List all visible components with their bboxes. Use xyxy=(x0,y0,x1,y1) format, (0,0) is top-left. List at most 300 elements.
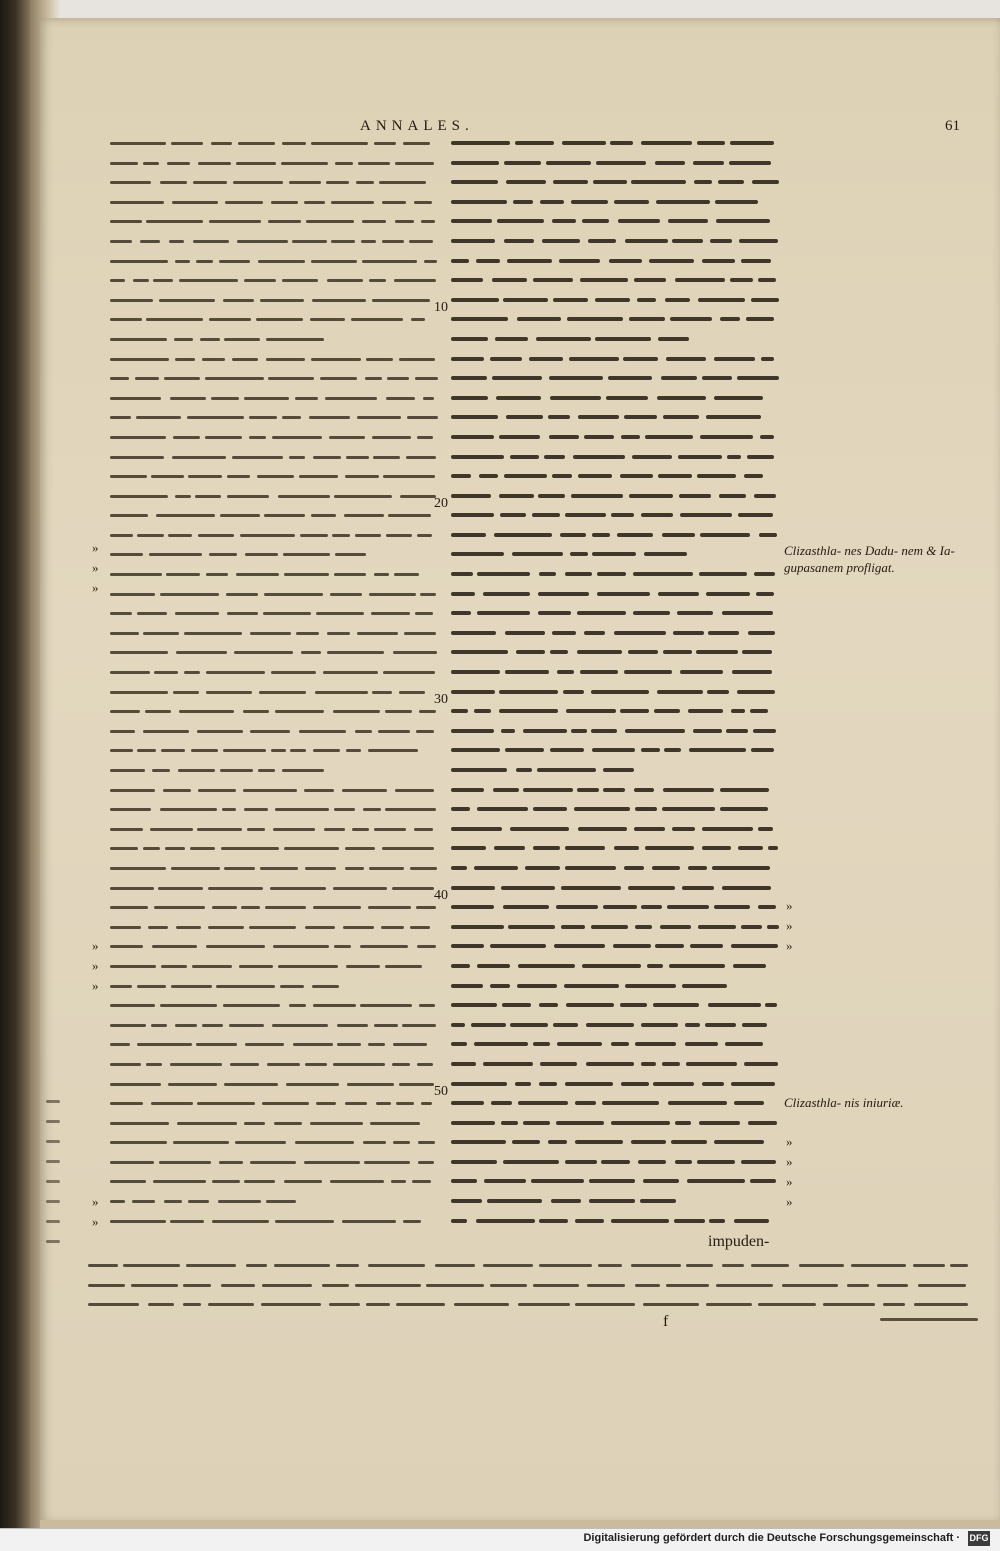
word-ink xyxy=(658,337,689,341)
word-ink xyxy=(272,1024,328,1027)
word-ink xyxy=(591,925,629,929)
word-ink xyxy=(295,1141,354,1144)
word-ink xyxy=(110,436,166,439)
word-ink xyxy=(631,1140,665,1144)
word-ink xyxy=(635,1042,676,1046)
word-ink xyxy=(110,1180,146,1183)
word-ink xyxy=(714,396,763,400)
word-ink xyxy=(356,181,374,184)
word-ink xyxy=(151,1102,193,1105)
word-ink xyxy=(451,827,502,831)
word-ink xyxy=(491,1101,512,1105)
word-ink xyxy=(517,984,557,988)
text-line xyxy=(451,1054,781,1074)
word-ink xyxy=(499,494,534,498)
word-ink xyxy=(565,1160,596,1164)
word-ink xyxy=(624,866,644,870)
word-ink xyxy=(369,867,404,870)
word-ink xyxy=(110,1200,125,1203)
word-ink xyxy=(176,926,201,929)
text-line xyxy=(451,936,781,956)
word-ink xyxy=(663,650,692,654)
word-ink xyxy=(588,239,617,243)
word-ink xyxy=(608,376,652,380)
word-ink xyxy=(140,240,159,243)
word-ink xyxy=(110,260,168,263)
word-ink xyxy=(175,260,191,263)
word-ink xyxy=(110,534,133,537)
text-line xyxy=(110,349,440,369)
word-ink xyxy=(378,730,410,733)
word-ink xyxy=(532,513,560,517)
word-ink xyxy=(451,1199,482,1203)
text-line xyxy=(451,1015,781,1035)
word-ink xyxy=(506,180,546,184)
word-ink xyxy=(609,259,642,263)
word-ink xyxy=(224,867,255,870)
word-ink xyxy=(110,867,166,870)
word-ink xyxy=(179,279,238,282)
text-line xyxy=(110,603,440,623)
word-ink xyxy=(166,573,201,576)
word-ink xyxy=(708,1003,761,1007)
word-ink xyxy=(552,631,577,635)
word-ink xyxy=(420,593,435,596)
word-ink xyxy=(635,807,657,811)
word-ink xyxy=(544,455,566,459)
word-ink xyxy=(575,1219,604,1223)
quote-mark: » xyxy=(786,938,793,953)
word-ink xyxy=(238,142,275,145)
word-ink xyxy=(262,1284,312,1287)
word-ink xyxy=(345,1102,368,1105)
word-ink xyxy=(399,1083,434,1086)
text-line xyxy=(110,858,440,878)
word-ink xyxy=(665,298,690,302)
word-ink xyxy=(720,317,740,321)
word-ink xyxy=(326,181,349,184)
word-ink xyxy=(275,1220,334,1223)
word-ink xyxy=(688,709,723,713)
word-ink xyxy=(246,1264,268,1267)
text-line xyxy=(110,878,440,898)
word-ink xyxy=(243,710,269,713)
word-ink xyxy=(337,1024,368,1027)
word-ink xyxy=(110,181,151,184)
text-line xyxy=(451,309,781,329)
word-ink xyxy=(407,416,438,419)
text-line xyxy=(451,1152,781,1172)
word-ink xyxy=(345,475,379,478)
word-ink xyxy=(143,730,189,733)
word-ink xyxy=(110,338,167,341)
word-ink xyxy=(110,358,169,361)
word-ink xyxy=(722,1264,745,1267)
text-line xyxy=(451,995,781,1015)
word-ink xyxy=(225,201,262,204)
word-ink xyxy=(714,357,755,361)
word-ink xyxy=(637,298,656,302)
text-line xyxy=(110,211,440,231)
word-ink xyxy=(418,1161,434,1164)
word-ink xyxy=(742,1023,766,1027)
word-ink xyxy=(305,867,336,870)
word-ink xyxy=(565,846,605,850)
word-ink xyxy=(110,593,155,596)
word-ink xyxy=(135,377,158,380)
word-ink xyxy=(415,377,438,380)
word-ink xyxy=(638,1160,666,1164)
word-ink xyxy=(493,788,518,792)
word-ink xyxy=(160,181,187,184)
word-ink xyxy=(451,866,467,870)
text-line xyxy=(110,956,440,976)
text-line xyxy=(451,349,781,369)
word-ink xyxy=(137,534,164,537)
word-ink xyxy=(211,397,239,400)
word-ink xyxy=(160,1004,217,1007)
word-ink xyxy=(391,1180,406,1183)
word-ink xyxy=(664,748,681,752)
word-ink xyxy=(538,592,589,596)
text-line xyxy=(110,486,440,506)
word-ink xyxy=(687,1179,746,1183)
word-ink xyxy=(649,259,694,263)
word-ink xyxy=(592,533,609,537)
text-line xyxy=(110,799,440,819)
word-ink xyxy=(730,141,774,145)
word-ink xyxy=(374,142,396,145)
word-ink xyxy=(734,1101,764,1105)
word-ink xyxy=(386,534,413,537)
word-ink xyxy=(727,455,742,459)
text-line xyxy=(451,956,781,976)
word-ink xyxy=(173,436,200,439)
word-ink xyxy=(611,1219,669,1223)
word-ink xyxy=(382,201,406,204)
word-ink xyxy=(451,337,488,341)
word-ink xyxy=(286,1083,339,1086)
word-ink xyxy=(716,1284,773,1287)
word-ink xyxy=(714,1140,765,1144)
word-ink xyxy=(355,534,382,537)
word-ink xyxy=(702,376,732,380)
text-line xyxy=(451,388,781,408)
text-line xyxy=(451,447,781,467)
word-ink xyxy=(675,278,726,282)
word-ink xyxy=(323,671,378,674)
word-ink xyxy=(633,611,670,615)
word-ink xyxy=(110,1063,141,1066)
word-ink xyxy=(110,749,133,752)
word-ink xyxy=(360,945,408,948)
word-ink xyxy=(483,1062,533,1066)
word-ink xyxy=(198,162,231,165)
word-ink xyxy=(237,240,287,243)
word-ink xyxy=(88,1284,125,1287)
word-ink xyxy=(566,709,615,713)
word-ink xyxy=(582,219,609,223)
word-ink xyxy=(296,632,319,635)
word-ink xyxy=(720,788,769,792)
word-ink xyxy=(132,1200,155,1203)
word-ink xyxy=(190,847,214,850)
word-ink xyxy=(171,867,221,870)
text-line xyxy=(110,662,440,682)
quote-mark: » xyxy=(786,1174,793,1189)
text-line xyxy=(451,623,781,643)
text-line xyxy=(451,564,781,584)
word-ink xyxy=(259,691,306,694)
word-ink xyxy=(799,1264,844,1267)
text-line xyxy=(451,917,781,937)
word-ink xyxy=(311,260,357,263)
word-ink xyxy=(178,769,214,772)
word-ink xyxy=(283,553,331,556)
word-ink xyxy=(371,612,410,615)
word-ink xyxy=(313,749,340,752)
word-ink xyxy=(658,592,699,596)
word-ink xyxy=(610,141,633,145)
word-ink xyxy=(305,926,335,929)
word-ink xyxy=(415,612,433,615)
word-ink xyxy=(110,240,132,243)
word-ink xyxy=(289,181,321,184)
word-ink xyxy=(503,1160,560,1164)
word-ink xyxy=(161,749,185,752)
text-line xyxy=(110,1152,440,1172)
word-ink xyxy=(239,965,273,968)
word-ink xyxy=(227,495,270,498)
text-fragment xyxy=(46,1140,60,1143)
word-ink xyxy=(195,495,221,498)
word-ink xyxy=(451,298,499,302)
word-ink xyxy=(682,984,727,988)
word-ink xyxy=(250,1161,296,1164)
word-ink xyxy=(360,1004,412,1007)
word-ink xyxy=(504,239,534,243)
word-ink xyxy=(311,514,336,517)
word-ink xyxy=(451,1062,476,1066)
greek-catchword xyxy=(880,1312,978,1324)
word-ink xyxy=(266,1200,296,1203)
word-ink xyxy=(682,886,713,890)
word-ink xyxy=(205,377,264,380)
text-line xyxy=(110,290,440,310)
text-line xyxy=(451,525,781,545)
text-line xyxy=(451,505,781,525)
word-ink xyxy=(334,573,367,576)
word-ink xyxy=(732,670,773,674)
word-ink xyxy=(264,514,305,517)
word-ink xyxy=(731,1082,775,1086)
word-ink xyxy=(451,611,471,615)
word-ink xyxy=(614,631,667,635)
word-ink xyxy=(686,1062,737,1066)
word-ink xyxy=(505,670,550,674)
word-ink xyxy=(741,925,763,929)
book-spine xyxy=(0,0,34,1551)
word-ink xyxy=(540,1062,577,1066)
word-ink xyxy=(451,944,484,948)
text-line xyxy=(451,976,781,996)
word-ink xyxy=(652,866,679,870)
word-ink xyxy=(490,984,510,988)
word-ink xyxy=(565,866,616,870)
word-ink xyxy=(518,964,576,968)
text-line xyxy=(110,701,440,721)
word-ink xyxy=(699,1121,740,1125)
text-line xyxy=(451,780,781,800)
text-line xyxy=(110,525,440,545)
word-ink xyxy=(218,1200,261,1203)
word-ink xyxy=(451,396,488,400)
word-ink xyxy=(508,925,555,929)
word-ink xyxy=(403,142,430,145)
word-ink xyxy=(693,729,722,733)
word-ink xyxy=(159,1161,211,1164)
word-ink xyxy=(496,396,541,400)
word-ink xyxy=(156,514,215,517)
word-ink xyxy=(451,455,504,459)
word-ink xyxy=(512,1140,540,1144)
text-line xyxy=(451,1211,781,1231)
word-ink xyxy=(177,1122,237,1125)
word-ink xyxy=(410,867,438,870)
text-line xyxy=(451,1191,781,1211)
text-line xyxy=(451,368,781,388)
word-ink xyxy=(734,1219,770,1223)
word-ink xyxy=(123,1264,179,1267)
word-ink xyxy=(751,1264,789,1267)
text-line xyxy=(451,251,781,271)
word-ink xyxy=(694,180,711,184)
word-ink xyxy=(216,985,275,988)
word-ink xyxy=(234,651,292,654)
word-ink xyxy=(513,200,533,204)
word-ink xyxy=(564,984,619,988)
word-ink xyxy=(487,1199,542,1203)
word-ink xyxy=(748,1121,777,1125)
word-ink xyxy=(183,1284,211,1287)
text-line xyxy=(110,1015,440,1035)
word-ink xyxy=(293,1043,333,1046)
word-ink xyxy=(479,474,498,478)
word-ink xyxy=(164,1200,183,1203)
word-ink xyxy=(334,808,355,811)
word-ink xyxy=(264,593,322,596)
word-ink xyxy=(629,494,674,498)
word-ink xyxy=(567,317,623,321)
word-ink xyxy=(421,220,435,223)
word-ink xyxy=(451,513,494,517)
word-ink xyxy=(250,730,289,733)
word-ink xyxy=(137,1043,192,1046)
text-line xyxy=(451,858,781,878)
word-ink xyxy=(538,494,565,498)
word-ink xyxy=(272,436,322,439)
word-ink xyxy=(492,278,527,282)
word-ink xyxy=(386,397,415,400)
word-ink xyxy=(364,1161,410,1164)
text-line xyxy=(451,407,781,427)
word-ink xyxy=(383,671,434,674)
word-ink xyxy=(110,632,139,635)
text-fragment xyxy=(46,1200,60,1203)
word-ink xyxy=(737,376,778,380)
word-ink xyxy=(645,435,692,439)
word-ink xyxy=(492,376,542,380)
word-ink xyxy=(280,985,304,988)
word-ink xyxy=(702,1082,724,1086)
word-ink xyxy=(597,572,625,576)
word-ink xyxy=(227,475,250,478)
text-line xyxy=(451,721,781,741)
word-ink xyxy=(110,1141,167,1144)
line-number: 30 xyxy=(434,692,448,707)
word-ink xyxy=(268,220,301,223)
word-ink xyxy=(366,358,394,361)
word-ink xyxy=(186,1264,236,1267)
word-ink xyxy=(621,1082,649,1086)
word-ink xyxy=(206,573,228,576)
word-ink xyxy=(110,201,164,204)
word-ink xyxy=(729,161,771,165)
word-ink xyxy=(88,1303,139,1306)
word-ink xyxy=(394,279,436,282)
word-ink xyxy=(577,611,626,615)
word-ink xyxy=(224,338,260,341)
word-ink xyxy=(395,789,434,792)
word-ink xyxy=(154,906,205,909)
word-ink xyxy=(733,964,767,968)
text-line xyxy=(451,270,781,290)
word-ink xyxy=(553,1023,578,1027)
word-ink xyxy=(584,631,605,635)
word-ink xyxy=(647,964,663,968)
word-ink xyxy=(596,161,646,165)
word-ink xyxy=(662,1062,680,1066)
word-ink xyxy=(533,807,567,811)
word-ink xyxy=(312,299,366,302)
text-fragment xyxy=(46,1240,60,1243)
word-ink xyxy=(110,220,142,223)
word-ink xyxy=(451,592,475,596)
word-ink xyxy=(677,611,713,615)
word-ink xyxy=(284,1180,323,1183)
word-ink xyxy=(645,846,694,850)
quote-mark: » xyxy=(786,918,793,933)
word-ink xyxy=(669,964,725,968)
word-ink xyxy=(606,396,649,400)
word-ink xyxy=(753,729,777,733)
word-ink xyxy=(412,1180,431,1183)
word-ink xyxy=(552,474,572,478)
word-ink xyxy=(137,985,166,988)
word-ink xyxy=(191,749,218,752)
word-ink xyxy=(333,1063,385,1066)
word-ink xyxy=(569,357,619,361)
running-head: ANNALES. xyxy=(360,118,474,134)
word-ink xyxy=(220,514,260,517)
word-ink xyxy=(451,709,468,713)
word-ink xyxy=(209,220,261,223)
word-ink xyxy=(209,553,237,556)
word-ink xyxy=(153,1180,206,1183)
word-ink xyxy=(620,1003,646,1007)
word-ink xyxy=(315,691,368,694)
word-ink xyxy=(559,259,600,263)
